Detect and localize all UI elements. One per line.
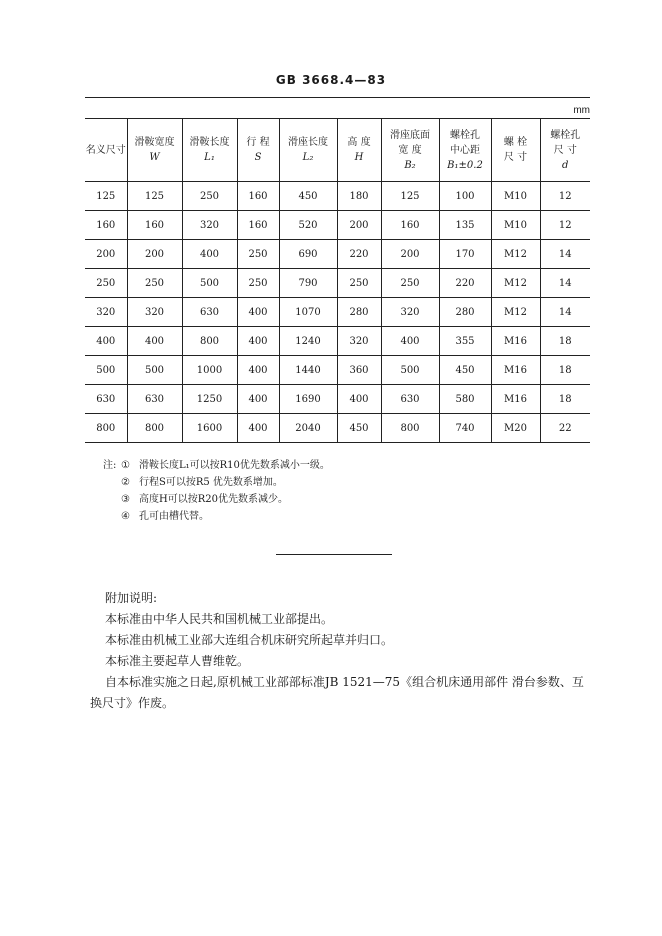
note-item: ③ 高度H可以按R20优先数系减少。 — [121, 494, 288, 505]
table-row — [85, 414, 590, 443]
table-cell: M16 — [491, 327, 540, 356]
table-cell: 500 — [182, 269, 237, 298]
col-header: 螺栓孔 中心距 B₁±0.2 — [439, 119, 491, 182]
table-cell: 135 — [439, 211, 491, 240]
table-cell: 400 — [381, 327, 439, 356]
table-cell: 1690 — [279, 385, 337, 414]
table-cell: 160 — [237, 211, 279, 240]
table-row — [85, 327, 590, 356]
table-cell: 690 — [279, 240, 337, 269]
table-cell: 1600 — [182, 414, 237, 443]
table-row — [85, 269, 590, 298]
table-cell: 18 — [540, 356, 590, 385]
table-cell: 450 — [279, 182, 337, 211]
table-header-row — [85, 119, 590, 182]
table-row — [85, 356, 590, 385]
note-item: 注: ① 滑鞍长度L₁可以按R10优先数系减小一级。 — [103, 457, 330, 474]
col-header: 滑座长度 L₂ — [279, 119, 337, 182]
col-header: 行 程 S — [237, 119, 279, 182]
table-cell: 500 — [85, 356, 127, 385]
table-cell: 500 — [127, 356, 182, 385]
table-cell: 400 — [337, 385, 381, 414]
appendix-paragraph: 本标准由中华人民共和国机械工业部提出。 — [105, 612, 334, 626]
table-cell: 1240 — [279, 327, 337, 356]
table-cell: 160 — [381, 211, 439, 240]
table-cell: 1000 — [182, 356, 237, 385]
table-cell: 160 — [127, 211, 182, 240]
col-header: 螺 栓 尺 寸 — [491, 119, 540, 182]
table-cell: 355 — [439, 327, 491, 356]
table-cell: 250 — [182, 182, 237, 211]
table-cell: 280 — [439, 298, 491, 327]
table-cell: 1070 — [279, 298, 337, 327]
notes-section — [103, 457, 330, 525]
table-cell: 14 — [540, 269, 590, 298]
table-cell: M12 — [491, 298, 540, 327]
table-cell: 125 — [381, 182, 439, 211]
col-header: 名义尺寸 — [85, 119, 127, 182]
table-cell: M12 — [491, 240, 540, 269]
table-cell: 250 — [237, 240, 279, 269]
table-cell: M20 — [491, 414, 540, 443]
table-cell: 250 — [237, 269, 279, 298]
table-cell: 180 — [337, 182, 381, 211]
table-cell: 125 — [85, 182, 127, 211]
table-cell: M16 — [491, 356, 540, 385]
table-cell: 18 — [540, 385, 590, 414]
table-cell: 400 — [85, 327, 127, 356]
table-cell: 125 — [127, 182, 182, 211]
col-header: 滑鞍长度 L₁ — [182, 119, 237, 182]
col-header: 螺栓孔 尺 寸 d — [540, 119, 590, 182]
table-cell: 400 — [237, 298, 279, 327]
table-cell: 400 — [182, 240, 237, 269]
table-cell: M10 — [491, 211, 540, 240]
table-cell: 320 — [127, 298, 182, 327]
table-cell: 12 — [540, 211, 590, 240]
table-cell: M10 — [491, 182, 540, 211]
parameter-table — [85, 118, 590, 443]
col-header: 高 度 H — [337, 119, 381, 182]
appendix-paragraph: 本标准由机械工业部大连组合机床研究所起草并归口。 — [105, 633, 394, 647]
table-cell: 160 — [85, 211, 127, 240]
table-cell: 250 — [337, 269, 381, 298]
appendix-title: 附加说明: — [105, 591, 158, 605]
table-cell: 1250 — [182, 385, 237, 414]
table-cell: 740 — [439, 414, 491, 443]
appendix-paragraph: 自本标准实施之日起,原机械工业部部标准JB 1521—75《组合机床通用部件 滑台参数、互换尺寸》作废。 — [90, 675, 584, 710]
table-cell: 400 — [237, 385, 279, 414]
table-row — [85, 298, 590, 327]
table-row — [85, 182, 590, 211]
note-item: ④ 孔可由槽代替。 — [121, 511, 209, 522]
table-cell: M12 — [491, 269, 540, 298]
table-cell: 2040 — [279, 414, 337, 443]
note-item: ② 行程S可以按R5 优先数系增加。 — [121, 477, 283, 488]
table-cell: 250 — [381, 269, 439, 298]
table-cell: 320 — [381, 298, 439, 327]
table-cell: 630 — [182, 298, 237, 327]
col-header: 滑鞍宽度 W — [127, 119, 182, 182]
table-row — [85, 211, 590, 240]
table-cell: 520 — [279, 211, 337, 240]
table-cell: M16 — [491, 385, 540, 414]
table-cell: 200 — [381, 240, 439, 269]
table-row — [85, 240, 590, 269]
table-cell: 220 — [337, 240, 381, 269]
table-cell: 800 — [127, 414, 182, 443]
table-cell: 14 — [540, 298, 590, 327]
table-cell: 400 — [127, 327, 182, 356]
table-cell: 800 — [85, 414, 127, 443]
unit-label: mm — [573, 105, 590, 116]
table-cell: 160 — [237, 182, 279, 211]
table-cell: 800 — [381, 414, 439, 443]
table-cell: 500 — [381, 356, 439, 385]
table-cell: 200 — [337, 211, 381, 240]
header-rule — [85, 97, 590, 98]
table-cell: 630 — [127, 385, 182, 414]
table-cell: 280 — [337, 298, 381, 327]
table-cell: 400 — [237, 414, 279, 443]
table-cell: 22 — [540, 414, 590, 443]
table-cell: 630 — [381, 385, 439, 414]
table-row — [85, 385, 590, 414]
table-cell: 400 — [237, 356, 279, 385]
table-cell: 360 — [337, 356, 381, 385]
table-cell: 630 — [85, 385, 127, 414]
table-cell: 790 — [279, 269, 337, 298]
table-cell: 800 — [182, 327, 237, 356]
col-header: 滑座底面 宽 度 B₂ — [381, 119, 439, 182]
table-cell: 320 — [85, 298, 127, 327]
table-cell: 220 — [439, 269, 491, 298]
table-cell: 14 — [540, 240, 590, 269]
table-cell: 400 — [237, 327, 279, 356]
standard-number-header: GB 3668.4—83 — [275, 73, 387, 87]
table-cell: 320 — [182, 211, 237, 240]
table-cell: 18 — [540, 327, 590, 356]
table-cell: 320 — [337, 327, 381, 356]
appendix-paragraph: 本标准主要起草人曹维乾。 — [105, 654, 250, 668]
table-cell: 200 — [127, 240, 182, 269]
appendix-section — [90, 588, 590, 714]
table-cell: 200 — [85, 240, 127, 269]
table-cell: 100 — [439, 182, 491, 211]
table-cell: 1440 — [279, 356, 337, 385]
table-cell: 450 — [337, 414, 381, 443]
table-cell: 580 — [439, 385, 491, 414]
notes-lead: 注: — [103, 460, 117, 471]
table-cell: 250 — [85, 269, 127, 298]
table-cell: 12 — [540, 182, 590, 211]
section-divider — [276, 554, 392, 555]
table-cell: 450 — [439, 356, 491, 385]
table-cell: 170 — [439, 240, 491, 269]
table-cell: 250 — [127, 269, 182, 298]
